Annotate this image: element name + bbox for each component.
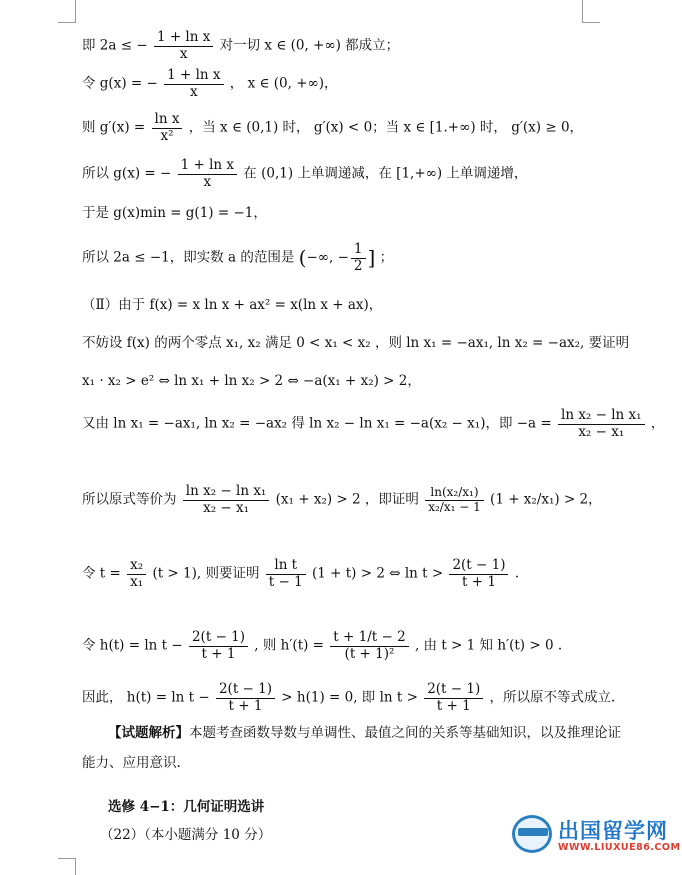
- text-segment: (1 + t) > 2 ⇔ ln t >: [312, 565, 444, 582]
- fraction: [266, 558, 306, 590]
- solution-line-6: [82, 242, 642, 274]
- denominator: t + 1: [436, 697, 471, 714]
- text-segment: > h(1) = 0, 即 ln t >: [281, 689, 418, 706]
- numerator: 2(t − 1): [449, 558, 508, 575]
- watermark-title: 出国留学网: [558, 819, 668, 843]
- text-segment: 本题考查函数导数与单调性、最值之间的关系等基础知识，以及推理论证: [189, 725, 621, 741]
- denominator: x: [203, 173, 212, 190]
- text-segment: 又由 ln x₁ = −ax₁, ln x₂ = −ax₂ 得 ln x₂ − ln x₁ = −a(x₂ − x₁)，即 −a =: [82, 415, 552, 432]
- numerator: ln(x₂/x₁): [425, 486, 484, 501]
- globe-band-icon: [518, 828, 548, 836]
- numerator: 1 + ln x: [164, 68, 223, 85]
- fraction: [351, 242, 366, 274]
- text-segment: 因此， h(t) = ln t −: [82, 689, 210, 706]
- fraction: [164, 68, 223, 100]
- fraction: [154, 30, 213, 62]
- text-segment: 则 g′(x) =: [82, 119, 146, 136]
- fraction: [424, 682, 483, 714]
- crop-mark-bottom-left-v: [75, 858, 76, 875]
- denominator: x₂ − x₁: [203, 499, 250, 516]
- text-segment: ；: [379, 249, 394, 266]
- text-segment: 能力、应用意识.: [82, 755, 181, 771]
- crop-mark-top-right-h: [582, 22, 600, 23]
- numerator: ln t: [266, 558, 306, 575]
- denominator: t + 1: [228, 697, 263, 714]
- fraction: [449, 558, 508, 590]
- solution-line-8: [82, 336, 642, 352]
- text-segment: ，: [650, 415, 665, 432]
- text-segment: 所以 g(x) = −: [82, 165, 172, 182]
- denominator: t + 1: [201, 645, 236, 662]
- denominator: t − 1: [268, 573, 303, 590]
- text-segment: 令 t =: [82, 565, 121, 582]
- solution-line-14: [82, 682, 642, 714]
- text-segment: ， x ∈ (0, +∞)，: [229, 75, 338, 92]
- fraction: [558, 408, 645, 440]
- text-segment: (t > 1), 则要证明: [152, 565, 260, 582]
- numerator: x₂: [127, 558, 146, 575]
- analysis-line-1: [108, 726, 642, 742]
- solution-line-12: [82, 558, 642, 590]
- numerator: 2(t − 1): [189, 630, 248, 647]
- fraction: [183, 484, 270, 516]
- denominator: x: [179, 45, 188, 62]
- solution-line-9: [82, 374, 642, 390]
- right-bracket: ]: [367, 245, 376, 270]
- crop-mark-top-left-h: [58, 22, 76, 23]
- numerator: 2(t − 1): [424, 682, 483, 699]
- text-segment: 所以原式等价为: [82, 491, 177, 508]
- watermark-logo: [512, 813, 680, 857]
- text-segment: 令 g(x) = −: [82, 75, 158, 92]
- fraction: [216, 682, 275, 714]
- text-segment: 不妨设 f(x) 的两个零点 x₁, x₂ 满足 0 < x₁ < x₂ ，则 ln x₁ = −ax₁, ln x₂ = −ax₂, 要证明: [82, 335, 630, 351]
- text-segment: x₁ · x₂ > e² ⇔ ln x₁ + ln x₂ > 2 ⇔ −a(x₁ + x₂) > 2，: [82, 373, 421, 389]
- text-segment: 令 h(t) = ln t −: [82, 637, 183, 654]
- section-heading-text: 选修 4−1：几何证明选讲: [108, 799, 265, 815]
- text-segment: .: [514, 565, 520, 582]
- crop-mark-top-right-v: [582, 0, 583, 22]
- text-segment: −∞, −: [306, 249, 349, 266]
- solution-line-3: [82, 112, 642, 144]
- watermark-url: WWW.LIUXUE86.COM: [558, 842, 681, 853]
- text-segment: （Ⅱ）由于 f(x) = x ln x + ax² = x(ln x + ax)，: [82, 297, 383, 313]
- text-segment: , 则 h′(t) =: [254, 637, 324, 654]
- solution-line-13: [82, 630, 642, 662]
- numerator: 1 + ln x: [154, 30, 213, 47]
- denominator: x₁: [130, 573, 144, 590]
- denominator: x₂ − x₁: [578, 423, 625, 440]
- fraction: [330, 630, 408, 662]
- text-segment: （22）（本小题满分 10 分）: [100, 827, 272, 843]
- text-segment: 在 (0,1) 上单调递减，在 [1,+∞) 上单调递增，: [243, 165, 528, 182]
- left-bracket: (: [298, 245, 307, 270]
- text-segment: 所以 2a ≤ −1，即实数 a 的范围是: [82, 249, 295, 266]
- denominator: x: [189, 83, 198, 100]
- fraction: [127, 558, 146, 590]
- crop-mark-top-left-v: [75, 0, 76, 22]
- numerator: ln x₂ − ln x₁: [183, 484, 270, 501]
- solution-line-2: [82, 68, 642, 100]
- solution-line-5: [82, 206, 642, 222]
- text-segment: (x₁ + x₂) > 2 ，即证明: [275, 491, 419, 508]
- denominator: (t + 1)²: [344, 645, 395, 662]
- text-segment: 于是 g(x)min = g(1) = −1，: [82, 205, 267, 221]
- solution-line-10: [82, 407, 665, 440]
- solution-line-1: [82, 30, 642, 62]
- solution-line-7: [82, 298, 642, 314]
- fraction: [152, 112, 183, 144]
- numerator: ln x₂ − ln x₁: [558, 408, 645, 425]
- numerator: ln x: [152, 112, 183, 129]
- analysis-line-2: [82, 756, 642, 772]
- crop-mark-bottom-left-h: [58, 858, 76, 859]
- denominator: x²: [160, 127, 174, 144]
- compound-fraction: [425, 486, 484, 515]
- fraction: [189, 630, 248, 662]
- numerator: 1: [351, 242, 366, 259]
- denominator: x₂/x₁ − 1: [428, 499, 481, 514]
- numerator: 2(t − 1): [216, 682, 275, 699]
- text-segment: , 由 t > 1 知 h′(t) > 0 .: [414, 637, 563, 654]
- fraction: [178, 158, 237, 190]
- denominator: 2: [353, 257, 363, 274]
- text-segment: 对一切 x ∈ (0, +∞) 都成立；: [219, 37, 400, 54]
- solution-line-4: [82, 158, 642, 190]
- numerator: t + 1/t − 2: [330, 630, 408, 647]
- denominator: t + 1: [462, 573, 496, 590]
- solution-line-11: [82, 484, 642, 516]
- text-segment: 即 2a ≤ −: [82, 37, 148, 54]
- numerator: 1 + ln x: [178, 158, 237, 175]
- text-segment: ，当 x ∈ (0,1) 时， g′(x) < 0；当 x ∈ [1.+∞) 时， g′(x) ≥ 0，: [188, 119, 584, 136]
- text-segment: (1 + x₂/x₁) > 2，: [490, 491, 602, 508]
- text-segment: ，所以原不等式成立.: [489, 689, 616, 706]
- analysis-label: 【试题解析】: [108, 725, 189, 741]
